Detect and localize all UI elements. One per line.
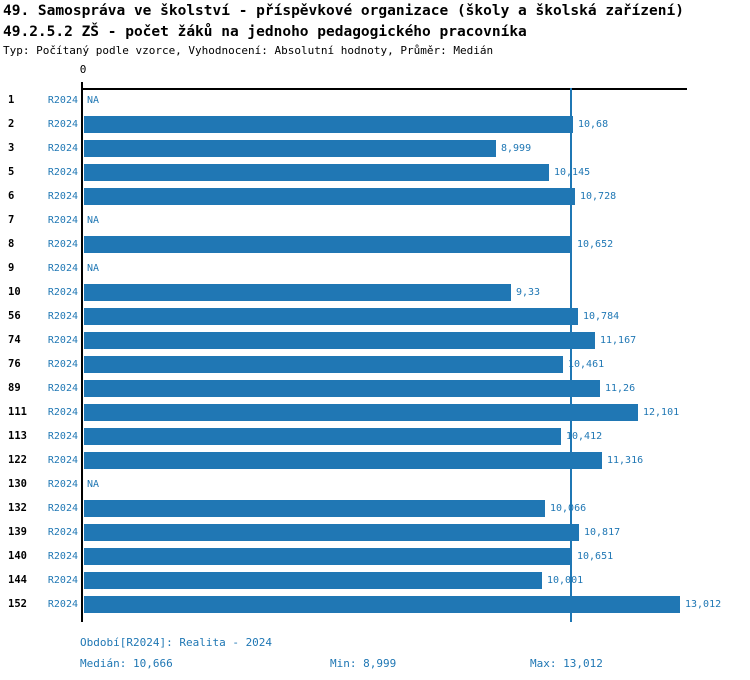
bar-value-label: 10,652 bbox=[577, 239, 614, 250]
y-axis-line bbox=[81, 88, 83, 622]
row-category-label: 10 bbox=[8, 286, 21, 298]
bar bbox=[84, 116, 573, 133]
row-period-label: R2024 bbox=[47, 311, 78, 322]
bar-value-label: 10,001 bbox=[547, 575, 584, 586]
bar bbox=[84, 164, 549, 181]
row-period-label: R2024 bbox=[47, 383, 78, 394]
bar bbox=[84, 236, 572, 253]
row-period-label: R2024 bbox=[47, 359, 78, 370]
row-period-label: R2024 bbox=[47, 239, 78, 250]
footer-median-stat: Medián: 10,666 bbox=[80, 657, 173, 670]
row-period-label: R2024 bbox=[47, 551, 78, 562]
bar-value-label: 10,784 bbox=[583, 311, 620, 322]
row-category-label: 74 bbox=[8, 334, 21, 346]
na-value-label: NA bbox=[87, 479, 100, 490]
row-category-label: 111 bbox=[8, 406, 27, 418]
page-title: 49. Samospráva ve školství - příspěvkové organizace (školy a školská zařízení) bbox=[3, 3, 684, 19]
row-period-label: R2024 bbox=[47, 95, 78, 106]
bar-value-label: 10,651 bbox=[577, 551, 614, 562]
row-category-label: 144 bbox=[8, 574, 27, 586]
na-value-label: NA bbox=[87, 263, 100, 274]
row-period-label: R2024 bbox=[47, 167, 78, 178]
row-period-label: R2024 bbox=[47, 431, 78, 442]
bar-value-label: 8,999 bbox=[501, 143, 532, 154]
row-category-label: 2 bbox=[8, 118, 15, 130]
row-period-label: R2024 bbox=[47, 455, 78, 466]
row-category-label: 9 bbox=[8, 262, 15, 274]
footer-min-stat: Min: 8,999 bbox=[330, 657, 397, 670]
row-category-label: 1 bbox=[8, 94, 15, 106]
bar-value-label: 10,145 bbox=[554, 167, 591, 178]
bar bbox=[84, 404, 638, 421]
row-period-label: R2024 bbox=[47, 503, 78, 514]
row-period-label: R2024 bbox=[47, 191, 78, 202]
chart-title: 49.2.5.2 ZŠ - počet žáků na jednoho pedagogického pracovníka bbox=[3, 24, 527, 40]
row-category-label: 6 bbox=[8, 190, 15, 202]
bar bbox=[84, 524, 579, 541]
bar-value-label: 10,817 bbox=[584, 527, 621, 538]
row-category-label: 113 bbox=[8, 430, 27, 442]
bar-value-label: 11,316 bbox=[607, 455, 644, 466]
bar-value-label: 11,167 bbox=[600, 335, 637, 346]
bar-value-label: 10,728 bbox=[580, 191, 617, 202]
bar bbox=[84, 548, 572, 565]
bar bbox=[84, 308, 578, 325]
bar bbox=[84, 380, 600, 397]
row-category-label: 76 bbox=[8, 358, 21, 370]
bar-value-label: 10,461 bbox=[568, 359, 605, 370]
row-category-label: 7 bbox=[8, 214, 15, 226]
row-period-label: R2024 bbox=[47, 263, 78, 274]
row-period-label: R2024 bbox=[47, 143, 78, 154]
row-category-label: 139 bbox=[8, 526, 27, 538]
bar-value-label: 11,26 bbox=[605, 383, 636, 394]
bar bbox=[84, 596, 680, 613]
row-period-label: R2024 bbox=[47, 335, 78, 346]
chart-subtitle: Typ: Počítaný podle vzorce, Vyhodnocení: Absolutní hodnoty, Průměr: Medián bbox=[3, 44, 494, 57]
row-category-label: 3 bbox=[8, 142, 15, 154]
row-period-label: R2024 bbox=[47, 527, 78, 538]
bar bbox=[84, 572, 542, 589]
footer-period-legend: Období[R2024]: Realita - 2024 bbox=[80, 636, 273, 649]
row-period-label: R2024 bbox=[47, 215, 78, 226]
bar-value-label: 10,68 bbox=[578, 119, 609, 130]
x-axis-line bbox=[81, 88, 687, 90]
row-category-label: 140 bbox=[8, 550, 27, 562]
row-period-label: R2024 bbox=[47, 119, 78, 130]
na-value-label: NA bbox=[87, 95, 100, 106]
row-category-label: 132 bbox=[8, 502, 27, 514]
na-value-label: NA bbox=[87, 215, 100, 226]
row-period-label: R2024 bbox=[47, 287, 78, 298]
bar bbox=[84, 500, 545, 517]
bar bbox=[84, 356, 563, 373]
bar-value-label: 10,066 bbox=[550, 503, 587, 514]
row-category-label: 56 bbox=[8, 310, 21, 322]
bar bbox=[84, 140, 496, 157]
bar-value-label: 13,012 bbox=[685, 599, 722, 610]
bar bbox=[84, 428, 561, 445]
row-period-label: R2024 bbox=[47, 575, 78, 586]
bar-value-label: 10,412 bbox=[566, 431, 603, 442]
bar-value-label: 12,101 bbox=[643, 407, 680, 418]
row-category-label: 8 bbox=[8, 238, 15, 250]
x-axis-tick-label-zero: 0 bbox=[79, 63, 87, 76]
bar-value-label: 9,33 bbox=[516, 287, 541, 298]
row-category-label: 5 bbox=[8, 166, 15, 178]
row-period-label: R2024 bbox=[47, 599, 78, 610]
row-period-label: R2024 bbox=[47, 407, 78, 418]
row-category-label: 130 bbox=[8, 478, 27, 490]
row-category-label: 152 bbox=[8, 598, 27, 610]
bar bbox=[84, 284, 511, 301]
bar bbox=[84, 188, 575, 205]
row-period-label: R2024 bbox=[47, 479, 78, 490]
bar bbox=[84, 332, 595, 349]
bar bbox=[84, 452, 602, 469]
row-category-label: 89 bbox=[8, 382, 21, 394]
row-category-label: 122 bbox=[8, 454, 27, 466]
footer-max-stat: Max: 13,012 bbox=[530, 657, 603, 670]
